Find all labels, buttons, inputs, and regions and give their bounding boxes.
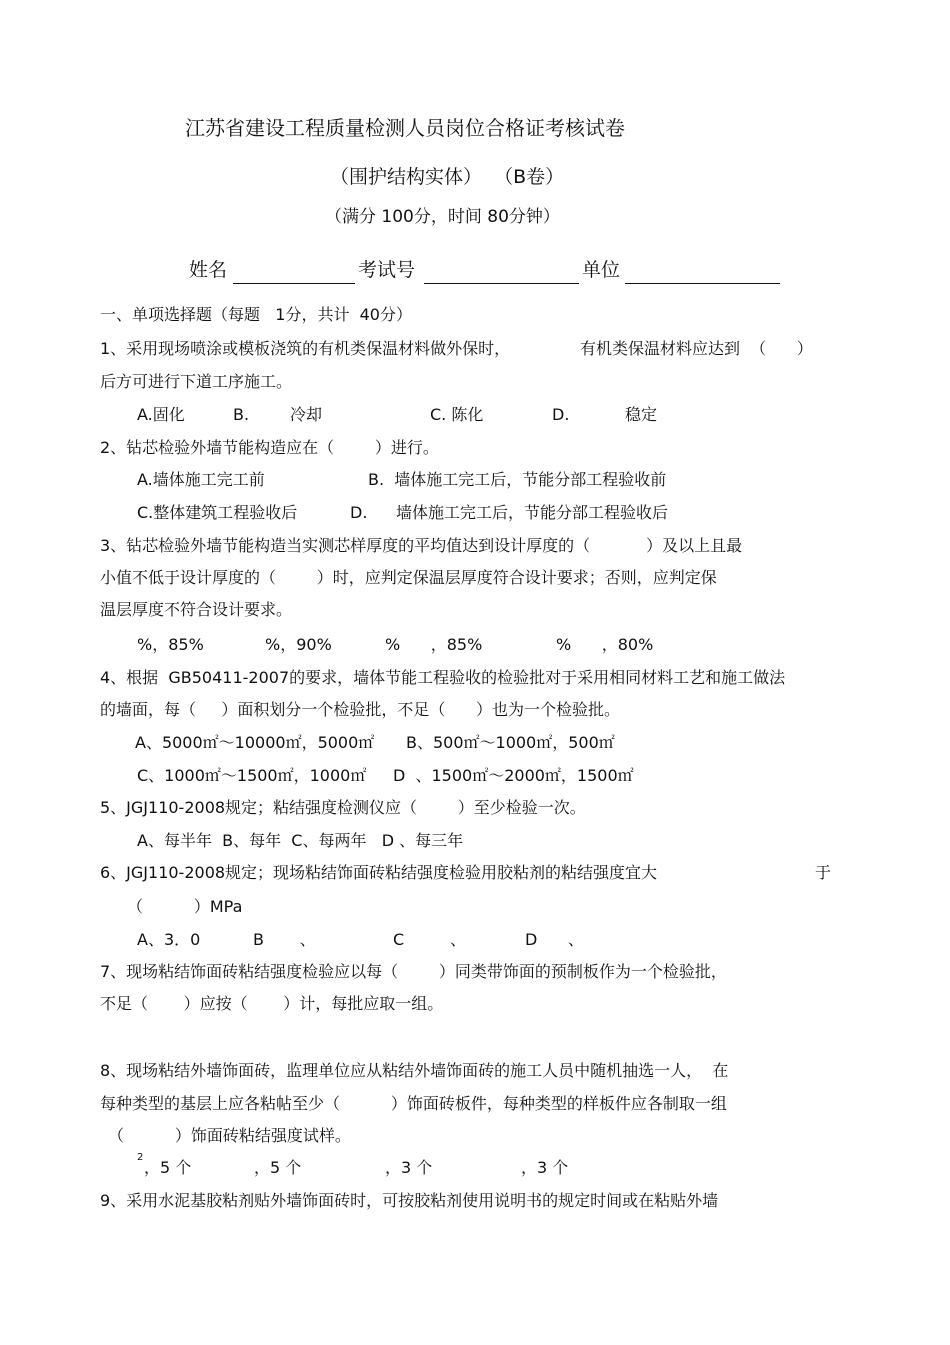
q4-option-b: B、500㎡～1000㎡，500㎡ [406,733,615,752]
q3-line2: 小值不低于设计厚度的（ ）时，应判定保温层厚度符合设计要求；否则，应判定保 [100,568,717,587]
q6-option-a: A、3．0 [137,930,201,949]
name-blank[interactable] [233,282,355,284]
q9-line1: 9、采用水泥基胶粘剂贴外墙饰面砖时，可按胶粘剂使用说明书的规定时间或在粘贴外墙 [100,1191,719,1210]
q4-option-d: D 、1500㎡～2000㎡，1500㎡ [393,766,634,785]
section-heading: 一、单项选择题（每题 1分，共计 40分） [100,305,412,324]
q1-option-a: A.固化 [137,405,185,424]
q6-option-d: D 、 [525,930,584,949]
q8-option-a: ，5 个 [144,1158,192,1177]
q2-option-d: D. [350,503,368,522]
q3-line1: 3、钻芯检验外墙节能构造当实测芯样厚度的平均值达到设计厚度的（ ）及以上且最 [100,536,743,555]
q1-option-b-text: 冷却 [290,405,323,424]
q1-line1b: 有机类保温材料应达到 （ ） [580,339,813,358]
q1-line1a: 1、采用现场喷涂或模板浇筑的有机类保温材料做外保时， [100,339,511,358]
q5-line1: 5、JGJ110-2008规定；粘结强度检测仪应（ ）至少检验一次。 [100,798,586,817]
exam-title: 江苏省建设工程质量检测人员岗位合格证考核试卷 [185,116,625,140]
exam-no-blank[interactable] [424,282,579,284]
q2-option-b: B. 墙体施工完工后，节能分部工程验收前 [368,470,667,489]
unit-blank[interactable] [625,282,780,284]
q1-option-c: C. 陈化 [430,405,484,424]
q4-line2: 的墙面，每（ ）面积划分一个检验批，不足（ ）也为一个检验批。 [100,700,620,719]
q8-line3: （ ）饰面砖粘结强度试样。 [108,1126,351,1145]
q8-superscript: 2 [137,1152,144,1163]
name-label: 姓名 [189,259,228,281]
q8-option-c: ，3 个 [385,1158,433,1177]
q5-options: A、每半年 B、每年 C、每两年 D 、每三年 [137,831,464,850]
q2-line1: 2、钻芯检验外墙节能构造应在（ ）进行。 [100,438,439,457]
q6-line2: （ ）MPa [127,897,243,916]
q6-line1-end: 于 [815,863,832,882]
exam-no-label: 考试号 [358,259,416,281]
q3-option-b: %，90% [265,635,332,654]
score-info: （满分 100分，时间 80分钟） [325,207,560,227]
q6-option-b: B 、 [253,930,316,949]
q7-line1: 7、现场粘结饰面砖粘结强度检验应以每（ ）同类带饰面的预制板作为一个检验批， [100,962,727,981]
q3-line3: 温层厚度不符合设计要求。 [100,600,293,619]
q8-line2: 每种类型的基层上应各粘帖至少（ ）饰面砖板件，每种类型的样板件应各制取一组 [100,1094,727,1113]
q6-option-c: C 、 [393,930,466,949]
q3-option-c: % ，85% [385,635,483,654]
q3-option-a: %，85% [137,635,204,654]
q2-option-c: C.整体建筑工程验收后 [137,503,298,522]
q4-option-a: A、5000㎡～10000㎡，5000㎡ [135,733,375,752]
q2-option-a: A.墙体施工完工前 [137,470,265,489]
q1-option-b: B. [233,405,250,424]
q7-line2: 不足（ ）应按（ ）计，每批应取一组。 [100,994,444,1013]
exam-subtitle: （围护结构实体） （B卷） [330,166,565,188]
q6-line1: 6、JGJ110-2008规定；现场粘结饰面砖粘结强度检验用胶粘剂的粘结强度宜大 [100,863,658,882]
q2-option-d-text: 墙体施工完工后，节能分部工程验收后 [396,503,669,522]
q4-line1: 4、根据 GB50411-2007的要求，墙体节能工程验收的检验批对于采用相同材料工艺和施工做法 [100,668,786,687]
q8-option-b: ，5 个 [254,1158,302,1177]
q8-line1: 8、现场粘结外墙饰面砖，监理单位应从粘结外墙饰面砖的施工人员中随机抽选一人， 在 [100,1061,729,1080]
unit-label: 单位 [582,259,621,281]
q1-line2: 后方可进行下道工序施工。 [100,372,293,391]
q1-option-d-text: 稳定 [625,405,658,424]
q8-option-d: ，3 个 [521,1158,569,1177]
q1-option-d: D. [552,405,570,424]
q3-option-d: % ，80% [556,635,654,654]
q4-option-c: C、1000㎡～1500㎡，1000㎡ [137,766,367,785]
